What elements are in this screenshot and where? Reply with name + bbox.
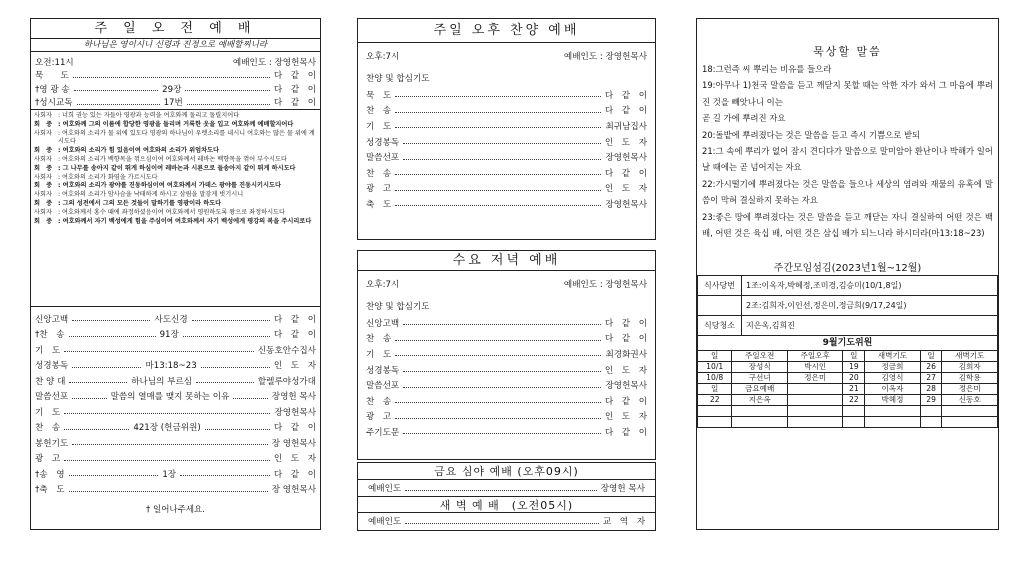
duty-row: [698, 276, 998, 296]
order-detail: 하나님의 부르심: [131, 376, 193, 387]
order-person: 인 도 자: [604, 137, 647, 148]
order-person: 인 도 자: [273, 361, 316, 372]
wednesday-time: 오후:7시: [366, 280, 400, 290]
order-person: 다 같 이: [273, 71, 316, 82]
dot-leader: [205, 429, 270, 430]
order-person: 장영헌 목사: [271, 392, 317, 403]
order-row: [35, 96, 316, 110]
order-row: [366, 346, 647, 362]
stand-note: † 일어나주세요.: [146, 505, 205, 515]
order-row: [366, 118, 647, 134]
prayer-cell: [732, 406, 788, 417]
order-person: 다 같 이: [604, 334, 647, 345]
dot-leader: [403, 387, 601, 388]
order-person: 다 같 이: [604, 90, 647, 101]
order-label: 기 도: [35, 407, 61, 418]
order-person: 다 같 이: [604, 427, 647, 438]
prayer-cell: 일: [698, 384, 732, 395]
service-duty-title: 주간모임섬김(2023년1월~12월): [773, 263, 922, 275]
dot-leader: [73, 77, 270, 78]
dot-leader: [395, 190, 601, 191]
speaker: 사회자: [34, 208, 52, 216]
order-person: 장 영헌목사: [271, 485, 316, 496]
duty-members: 2조:김희자,이인선,정은미,정금희(9/17,24일): [742, 296, 998, 316]
responsive-line: [34, 218, 317, 227]
prayer-cell: 22: [698, 395, 732, 406]
prayer-header: 주일오전: [732, 351, 788, 362]
order-row: [35, 435, 316, 451]
prayer-cell: 10/8: [698, 373, 732, 384]
morning-service-panel: [30, 18, 321, 530]
order-detail: 마13:18~23: [145, 361, 197, 372]
dot-leader: [395, 355, 601, 356]
order-label: †송 영: [35, 469, 65, 480]
morning-order-bottom: [31, 311, 320, 497]
prayer-cell: 21: [843, 384, 865, 395]
morning-leader: 예배인도 : 장영헌목사: [232, 57, 316, 68]
prayer-cell: [787, 406, 843, 417]
order-label: †성시교독: [35, 98, 73, 109]
dot-leader: [180, 475, 270, 476]
prayer-cell: [732, 417, 788, 428]
prayer-header: 새벽기도: [942, 351, 998, 362]
dot-leader: [395, 174, 601, 175]
dot-leader: [395, 96, 601, 97]
prayer-cell: [787, 395, 843, 406]
prayer-header: 주일오후: [787, 351, 843, 362]
dot-leader: [395, 205, 601, 206]
meditation-text: [697, 61, 998, 241]
prayer-row: [698, 384, 998, 395]
order-person: 다 같 이: [604, 168, 647, 179]
afternoon-title: 주일 오후 찬양 예배: [358, 19, 655, 43]
order-label: 신앙고백: [35, 314, 69, 325]
order-row: [35, 358, 316, 374]
order-row: [35, 342, 316, 358]
speaker: 사회자: [34, 173, 52, 181]
reading-text: : 그의 성전에서 그의 모든 것들이 말하기를 영광이라 하도다: [58, 199, 222, 207]
order-row: [35, 82, 316, 96]
order-label: 말씀선포: [35, 392, 69, 403]
order-label: 찬 송: [35, 423, 61, 434]
speaker: 회 중: [34, 217, 53, 225]
order-person: 할렐루야성가대: [257, 376, 316, 387]
speaker: 사회자: [34, 129, 52, 137]
order-row: [35, 327, 316, 343]
order-row: [366, 149, 647, 165]
order-label: 주기도문: [366, 427, 400, 438]
prayer-cell: 금요예배: [732, 384, 788, 395]
order-label: 말씀선포: [366, 153, 400, 164]
dot-leader: [395, 112, 601, 113]
speaker: 회 중: [34, 120, 53, 128]
dot-leader: [403, 143, 601, 144]
prayer-header: 새벽기도: [865, 351, 921, 362]
prayer-cell: [843, 406, 865, 417]
order-label: 광 고: [366, 412, 392, 423]
afternoon-service-panel: [357, 18, 656, 240]
order-person: 다 같 이: [273, 84, 317, 95]
duty-role: 식당청소: [698, 316, 742, 336]
reading-text: : 여호와의 소리가 물 위에 있도다 영광의 하나님이 우렛소리를 내시니 여호와는 많은 물 위에 계시도다: [58, 129, 315, 146]
friday-leader-label: 예배인도: [368, 484, 402, 494]
dot-leader: [395, 127, 601, 128]
order-person: 다 같 이: [604, 318, 647, 329]
order-person: 장 영헌목사: [271, 438, 316, 449]
order-label: 찬 송: [366, 334, 392, 345]
responsive-line: [34, 200, 317, 209]
wednesday-leader: 예배인도 : 장영헌목사: [563, 280, 647, 290]
prayer-cell: [698, 406, 732, 417]
dot-leader: [395, 340, 601, 341]
dot-leader: [395, 418, 601, 419]
dot-leader: [183, 336, 270, 337]
order-row: [366, 362, 647, 378]
order-label: 광 고: [35, 454, 61, 465]
order-row: [366, 87, 647, 103]
reading-text: : 여호와께서 홍수 때에 좌정하셨음이여 여호와께서 영원하도록 왕으로 좌정하시도다: [58, 208, 286, 216]
reading-text: : 여호와께서 자기 백성에게 힘을 주심이여 여호와께서 자기 백성에게 평강의 복을 주시리로다: [58, 217, 312, 225]
prayer-row: [698, 395, 998, 406]
prayer-committee-title: 9월기도위원: [697, 336, 998, 350]
prayer-cell: [787, 384, 843, 395]
reading-text: : 여호와께 그의 이름에 합당한 영광을 돌리며 거룩한 옷을 입고 여호와께 예배할지어다: [58, 120, 294, 128]
order-person: 다 같 이: [273, 330, 316, 341]
dot-leader: [403, 371, 601, 372]
dot-leader: [201, 367, 270, 368]
order-detail: 말씀의 열매를 맺지 못하는 이유: [110, 392, 230, 403]
reading-text: : 여호와의 소리가 백향목을 꺾으심이여 여호와께서 레바논 백향목을 꺾어 부수시도다: [58, 155, 287, 163]
reading-text: : 여호와의 소리가 화염을 가르시도다: [58, 173, 158, 181]
reading-text: : 여호와의 소리가 힘 있음이여 여호와의 소리가 위엄차도다: [58, 147, 220, 155]
responsive-line: [34, 147, 317, 156]
speaker: 회 중: [34, 199, 53, 207]
prayer-cell: 29: [920, 395, 942, 406]
order-person: 다 같 이: [273, 314, 316, 325]
order-person: 다 같 이: [604, 396, 647, 407]
prayer-cell: 김희자: [942, 362, 998, 373]
prayer-cell: 구선녀: [732, 373, 788, 384]
order-detail: 사도신경: [154, 314, 188, 325]
prayer-cell: [920, 406, 942, 417]
dot-leader: [403, 433, 601, 434]
morning-subtitle: 하나님은 영이시니 신령과 진정으로 예배할찌니라: [31, 39, 320, 52]
order-label: 성경봉독: [35, 361, 69, 372]
afternoon-opening: 찬양 및 합심기도: [366, 74, 430, 84]
dawn-leader: 교 역 자: [602, 517, 645, 527]
verse-line: 21:그 속에 뿌리가 없어 잠시 견디다가 말씀으로 말미암아 환난이나 박해가 일어날 때에는 곧 넘어지는 자요: [702, 146, 993, 173]
wednesday-title: 수요 저녁 예배: [358, 251, 655, 271]
order-label: 신앙고백: [366, 318, 400, 329]
responsive-line: [34, 191, 317, 200]
order-person: 인 도 자: [273, 454, 316, 465]
prayer-row: [698, 406, 998, 417]
verse-line: 23:좋은 땅에 뿌려졌다는 것은 말씀을 듣고 깨닫는 자니 결실하여 어떤 것은 백 배, 어떤 것은 육십 배, 어떤 것은 삼십 배가 되느니라 하시더라(마13:18~23): [702, 211, 993, 239]
reading-text: : 여호와의 소리가 암사슴을 낙태하게 하시고 삼림을 말갛게 벗기시니: [58, 191, 244, 199]
order-label: 성경봉독: [366, 137, 400, 148]
speaker: 회 중: [34, 147, 53, 155]
order-label: †축 도: [35, 485, 65, 496]
dot-leader: [72, 398, 106, 399]
afternoon-leader: 예배인도 : 장영헌목사: [563, 52, 647, 62]
order-label: 기 도: [366, 349, 392, 360]
responsive-line: [34, 112, 317, 121]
duty-role: [698, 296, 742, 316]
speaker: 회 중: [34, 164, 53, 172]
prayer-cell: [865, 417, 921, 428]
dot-leader: [187, 104, 270, 105]
dawn-leader-label: 예배인도: [368, 517, 402, 527]
morning-title: 주 일 오 전 예 배: [31, 19, 320, 39]
duty-members: 지은옥,김희진: [742, 316, 998, 336]
order-row: [366, 331, 647, 347]
order-label: †찬 송: [35, 330, 65, 341]
order-person: 신동호안수집사: [257, 345, 316, 356]
order-person: 다 같 이: [273, 98, 317, 109]
order-row: [366, 315, 647, 331]
dot-leader: [185, 90, 270, 91]
wednesday-order: [366, 315, 647, 440]
reading-text: : 여호와의 소리가 광야를 진동하심이여 여호와께서 가데스 광야를 진동시키시도다: [58, 182, 281, 190]
prayer-cell: [920, 417, 942, 428]
dawn-title: 새 벽 예 배 (오전05시): [358, 496, 655, 513]
order-person: 장영헌목사: [605, 153, 647, 164]
dot-leader: [192, 320, 270, 321]
responsive-reading: [31, 109, 320, 307]
prayer-committee-table: [697, 350, 998, 428]
order-row: [35, 373, 316, 389]
prayer-cell: [843, 417, 865, 428]
order-label: 말씀선포: [366, 381, 400, 392]
order-row: [35, 311, 316, 327]
order-row: [35, 466, 316, 482]
prayer-header-row: [698, 351, 998, 362]
order-row: [35, 451, 316, 467]
dot-leader: [395, 402, 601, 403]
order-label: 묵 도: [366, 90, 392, 101]
order-row: [366, 377, 647, 393]
verse-line: 곧 길 가에 뿌려진 자요: [702, 113, 786, 124]
prayer-header: 일: [920, 351, 942, 362]
prayer-cell: 김학용: [942, 373, 998, 384]
prayer-cell: [942, 417, 998, 428]
speaker: 회 중: [34, 182, 53, 190]
afternoon-time: 오후:7시: [366, 52, 400, 62]
order-label: 성경봉독: [366, 365, 400, 376]
dot-leader: [69, 491, 268, 492]
reading-text: : 너희 권능 있는 자들아 영광과 능력을 여호와께 돌리고 돌릴지어다: [58, 112, 240, 119]
order-label: 찬 송: [366, 106, 392, 117]
order-row: [366, 409, 647, 425]
order-person: 최귀남집사: [605, 121, 647, 132]
order-person: 최경화권사: [605, 349, 647, 360]
prayer-cell: 28: [920, 384, 942, 395]
order-label: 기 도: [35, 345, 61, 356]
afternoon-order: [366, 87, 647, 212]
order-person: 인 도 자: [604, 412, 647, 423]
order-row: [35, 69, 316, 83]
prayer-header: 일: [698, 351, 732, 362]
prayer-cell: [942, 406, 998, 417]
speaker: 사회자: [34, 155, 52, 163]
order-label: †영 광 송: [35, 84, 70, 95]
verse-line: 22:가시떨기에 뿌려졌다는 것은 말씀을 들으나 세상의 염려와 재물의 유혹에 말씀이 막혀 결실하지 못하는 자요: [702, 178, 993, 206]
order-person: 인 도 자: [604, 365, 647, 376]
prayer-cell: 장성식: [732, 362, 788, 373]
order-detail: 29장: [162, 84, 182, 95]
dot-leader: [69, 382, 127, 383]
prayer-cell: 지은옥: [732, 395, 788, 406]
responsive-line: [34, 130, 317, 148]
order-row: [366, 424, 647, 440]
order-person: 다 같 이: [273, 469, 316, 480]
order-person: 다 같 이: [604, 106, 647, 117]
dot-leader: [64, 429, 129, 430]
prayer-cell: 신동호: [942, 395, 998, 406]
responsive-line: [34, 165, 317, 174]
dot-leader: [72, 320, 150, 321]
responsive-line: [34, 209, 317, 218]
responsive-line: [34, 121, 317, 130]
order-label: 찬 양 대: [35, 376, 66, 387]
dot-leader: [233, 398, 267, 399]
prayer-cell: 정은미: [787, 373, 843, 384]
dot-leader: [69, 475, 159, 476]
prayer-cell: 박시인: [787, 362, 843, 373]
prayer-cell: 김영식: [865, 373, 921, 384]
prayer-cell: 10/1: [698, 362, 732, 373]
prayer-cell: 27: [920, 373, 942, 384]
meditation-panel: [696, 18, 999, 530]
wednesday-service-panel: [357, 250, 656, 460]
order-row: [366, 181, 647, 197]
order-row: [35, 420, 316, 436]
order-row: [366, 103, 647, 119]
prayer-cell: [698, 417, 732, 428]
service-duty-table: [697, 275, 998, 336]
prayer-cell: 26: [920, 362, 942, 373]
wednesday-opening: 찬양 및 합심기도: [366, 302, 430, 312]
order-person: 인 도 자: [604, 184, 647, 195]
dot-leader: [72, 367, 141, 368]
order-detail: 17번: [163, 98, 183, 109]
order-row: [366, 393, 647, 409]
order-person: 장영헌목사: [274, 407, 316, 418]
morning-order-top: [31, 69, 320, 110]
order-row: [366, 165, 647, 181]
order-label: 찬 송: [366, 396, 392, 407]
order-row: [366, 196, 647, 212]
order-label: 봉헌기도: [35, 438, 69, 449]
order-label: 찬 송: [366, 168, 392, 179]
speaker: 사회자: [34, 191, 52, 199]
dot-leader: [74, 90, 159, 91]
prayer-cell: 20: [843, 373, 865, 384]
friday-leader: 장영헌 목사: [600, 484, 645, 494]
prayer-cell: 박혜정: [865, 395, 921, 406]
order-row: [366, 134, 647, 150]
prayer-header: 일: [843, 351, 865, 362]
duty-members: 1조:이옥자,박혜정,조미경,김승미(10/1,8일): [742, 276, 998, 296]
dot-leader: [77, 104, 160, 105]
order-label: 축 도: [366, 199, 392, 210]
reading-text: : 그 나무를 송아지 같이 뛰게 하심이여 레바논과 시룐으로 들송아지 같이 뛰게 하시도다: [58, 164, 296, 172]
order-row: [35, 389, 316, 405]
duty-row: [698, 316, 998, 336]
prayer-row: [698, 417, 998, 428]
dot-leader: [69, 336, 156, 337]
responsive-line: [34, 182, 317, 191]
verse-line: 19:아무나 1)천국 말씀을 듣고 깨닫지 못할 때는 악한 자가 와서 그 마음에 뿌려진 것을 빼앗나니 이는: [702, 80, 993, 107]
order-detail: 91장: [159, 330, 179, 341]
meditation-title: 묵상할 말씀: [813, 45, 882, 58]
dot-leader: [64, 413, 270, 414]
order-row: [35, 482, 316, 498]
dot-leader: [196, 382, 254, 383]
duty-role: 식사당번: [698, 276, 742, 296]
speaker: 사회자: [34, 112, 52, 119]
dot-leader: [403, 159, 601, 160]
prayer-cell: [787, 417, 843, 428]
prayer-cell: 정금희: [865, 362, 921, 373]
prayer-cell: 정은미: [942, 384, 998, 395]
prayer-row: [698, 362, 998, 373]
order-person: 장영헌목사: [605, 199, 647, 210]
prayer-cell: [865, 406, 921, 417]
morning-time: 오전:11시: [35, 57, 74, 68]
dot-leader: [403, 324, 601, 325]
order-detail: 1장: [162, 469, 177, 480]
order-label: 기 도: [366, 121, 392, 132]
order-detail: 421장 (헌금위원): [133, 423, 201, 434]
friday-dawn-panel: [357, 462, 656, 531]
responsive-line: [34, 156, 317, 165]
dot-leader: [72, 444, 268, 445]
prayer-cell: 19: [843, 362, 865, 373]
order-row: [35, 404, 316, 420]
dot-leader: [64, 351, 254, 352]
dot-leader: [64, 460, 270, 461]
duty-row: [698, 296, 998, 316]
prayer-cell: 이옥자: [865, 384, 921, 395]
verse-line: 18:그런즉 씨 뿌리는 비유를 들으라: [702, 64, 832, 74]
prayer-row: [698, 373, 998, 384]
order-person: 다 같 이: [273, 423, 316, 434]
order-label: 광 고: [366, 184, 392, 195]
order-person: 장영헌목사: [605, 381, 647, 392]
friday-title: 금요 심야 예배 (오후09시): [358, 463, 655, 480]
order-label: 묵 도: [35, 71, 69, 82]
prayer-cell: 22: [843, 395, 865, 406]
verse-line: 20:돌밭에 뿌려졌다는 것은 말씀을 듣고 즉시 기쁨으로 받되: [702, 129, 921, 140]
